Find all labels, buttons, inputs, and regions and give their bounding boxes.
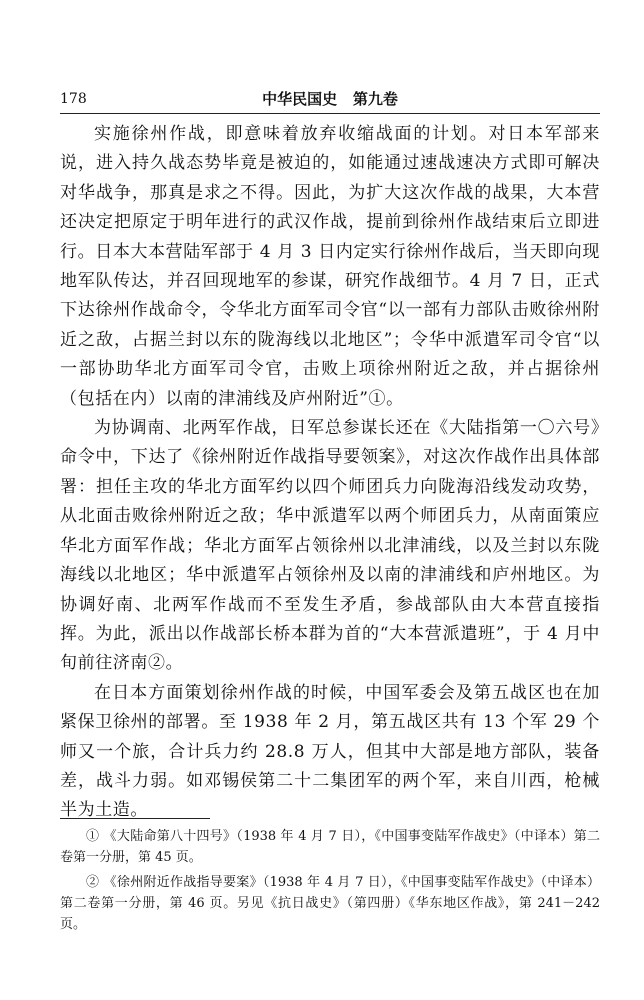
footnote-separator: [60, 818, 210, 819]
paragraph: 为协调南、北两军作战，日军总参谋长还在《大陆指第一〇六号》命令中，下达了《徐州附近作战指导要领案》，对这次作战作出具体部署：担任主攻的华北方面军约以四个师团兵力向陇海沿线发动攻势，从北面击败徐州附近之敌；华中派遣军以两个师团兵力，从南面策应华北方面军作战；华北方面军占领徐州以北津浦线，以及兰封以东陇海线以北地区；华中派遣军占领徐州及以南的津浦线和庐州地区。为协调好南、北两军作战而不至发生矛盾，参战部队由大本营直接指挥。为此，派出以作战部长桥本群为首的“大本营派遣班”，于 4 月中旬前往济南②。: [60, 418, 600, 674]
paragraph: 在日本方面策划徐州作战的时候，中国军委会及第五战区也在加紧保卫徐州的部署。至 1938 年 2 月，第五战区共有 13 个军 29 个师又一个旅，合计兵力约 28.8 万人，但其中大部是地方部队，装备差，战斗力弱。如邓锡侯第二十二集团军的两个军，来自川西，枪械半为土造。: [60, 682, 600, 821]
page-number: 178: [60, 91, 87, 107]
footnote: ① 《大陆命第八十四号》（1938 年 4 月 7 日），《中国事变陆军作战史》（中译本）第二卷第一分册，第 45 页。: [60, 829, 600, 865]
footnotes: [60, 826, 600, 939]
main-text: [60, 120, 600, 826]
paragraph: 实施徐州作战，即意味着放弃收缩战面的计划。对日本军部来说，进入持久战态势毕竟是被迫的，如能通过速战速决方式即可解决对华战争，那真是求之不得。因此，为扩大这次作战的战果，大本营还决定把原定于明年进行的武汉作战，提前到徐州作战结束后立即进行。日本大本营陆军部于 4 月 3 日内定实行徐州作战后，当天即向现地军队传达，并召回现地军的参谋，研究作战细节。4 月 7 日，正式下达徐州作战命令，令华北方面军司令官“以一部有力部队击败徐州附近之敌，占据兰封以东的陇海线以北地区”；令华中派遣军司令官“以一部协助华北方面军司令官，击败上项徐州附近之敌，并占据徐州（包括在内）以南的津浦线及庐州附近”①。: [60, 124, 600, 409]
page-header: [60, 88, 600, 110]
header-rule: [60, 113, 600, 114]
running-title: 中华民国史 第九卷: [262, 90, 398, 108]
footnote: ② 《徐州附近作战指导要案》（1938 年 4 月 7 日），《中国事变陆军作战史》（中译本）第二卷第一分册，第 46 页。另见《抗日战史》（第四册）《华东地区作战》，第 241－242 页。: [60, 875, 600, 932]
